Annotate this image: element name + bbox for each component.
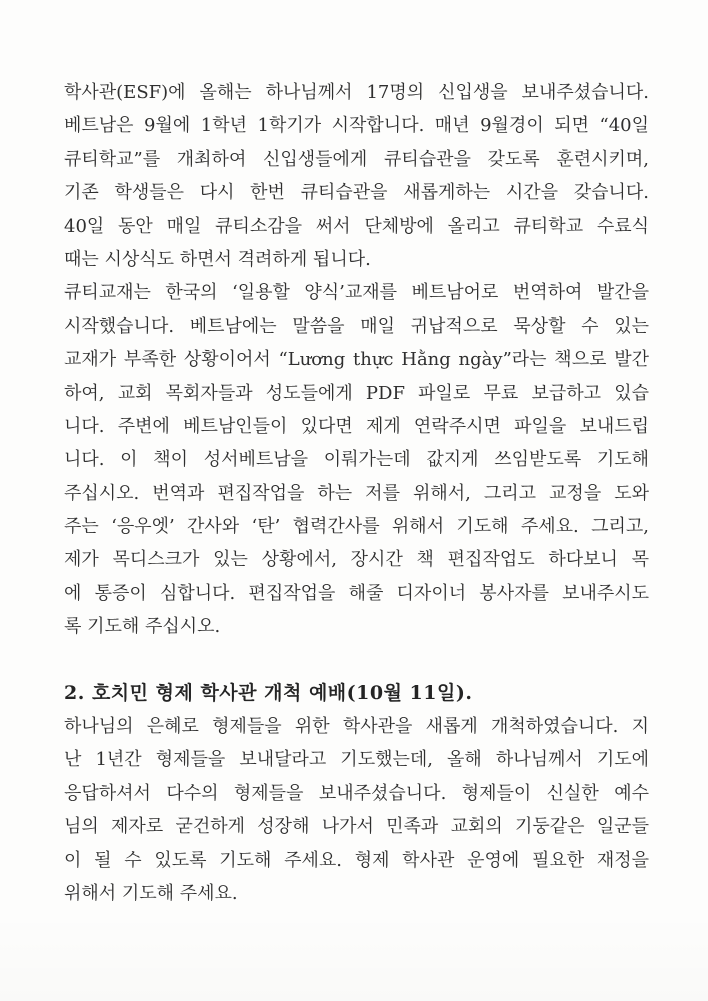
text-line: 님의 제자로 굳건하게 성장해 나가서 민족과 교회의 기둥같은 일군들 [64, 816, 649, 838]
text-line: 주십시오. 번역과 편집작업을 하는 저를 위해서, 그리고 교정을 도와 [64, 482, 649, 504]
para-dormitory-qt-school [64, 76, 649, 276]
text-line: 주는 ‘응우엣’ 간사와 ‘탄’ 협력간사를 위해서 기도해 주세요. 그리고, [64, 516, 649, 538]
text-line: 하여, 교회 목회자들과 성도들에게 PDF 파일로 무료 보급하고 있습 [64, 382, 649, 404]
text-line: 큐티교재는 한국의 ‘일용할 양식’교재를 베트남어로 번역하여 발간을 [64, 282, 649, 304]
text-line: 제가 목디스크가 있는 상황에서, 장시간 책 편집작업도 하다보니 목 [64, 549, 649, 571]
text-line: 시작했습니다. 베트남에는 말씀을 매일 귀납적으로 묵상할 수 있는 [64, 315, 649, 337]
text-line: 학사관(ESF)에 올해는 하나님께서 17명의 신입생을 보내주셨습니다. [64, 82, 649, 103]
text-line: 큐티학교”를 개최하여 신입생들에게 큐티습관을 갖도록 훈련시키며, [64, 148, 649, 170]
text-line: 난 1년간 형제들을 보내달라고 기도했는데, 올해 하나님께서 기도에 [64, 749, 649, 771]
text-line: 40일 동안 매일 큐티소감을 써서 단체방에 올리고 큐티학교 수료식 [64, 215, 649, 237]
text-line: 베트남은 9월에 1학년 1학기가 시작합니다. 매년 9월경이 되면 “40일 [64, 115, 649, 137]
text-line: 에 통증이 심합니다. 편집작업을 해줄 디자이너 봉사자를 보내주시도 [64, 582, 649, 604]
text-line: 응답하셔서 다수의 형제들을 보내주셨습니다. 형제들이 신실한 예수 [64, 782, 649, 804]
document-content [64, 76, 649, 910]
text-line: 니다. 이 책이 성서베트남을 이뤄가는데 값지게 쓰임받도록 기도해 [64, 449, 649, 471]
text-line: 위해서 기도해 주세요. [64, 882, 238, 904]
text-line: 록 기도해 주십시오. [64, 616, 221, 638]
para-brothers-dormitory-prayer [64, 710, 649, 910]
text-line: 기존 학생들은 다시 한번 큐티습관을 새롭게하는 시간을 갖습니다. [64, 182, 649, 204]
section-heading: 2. 호치민 형제 학사관 개척 예배(10월 11일). [64, 681, 473, 704]
heading-hochiminh-brothers-dormitory [64, 677, 649, 710]
text-line: 니다. 주변에 베트남인들이 있다면 제게 연락주시면 파일을 보내드립 [64, 415, 649, 437]
para-qt-textbook-publishing [64, 276, 649, 643]
text-line: 때는 시상식도 하면서 격려하게 됩니다. [64, 248, 371, 270]
text-line: 하나님의 은혜로 형제들을 위한 학사관을 새롭게 개척하였습니다. 지 [64, 716, 649, 738]
text-line: 교재가 부족한 상황이어서 “Lương thực Hằng ngày”라는 책으로 발간 [64, 349, 649, 371]
text-line: 이 될 수 있도록 기도해 주세요. 형제 학사관 운영에 필요한 재정을 [64, 849, 649, 871]
